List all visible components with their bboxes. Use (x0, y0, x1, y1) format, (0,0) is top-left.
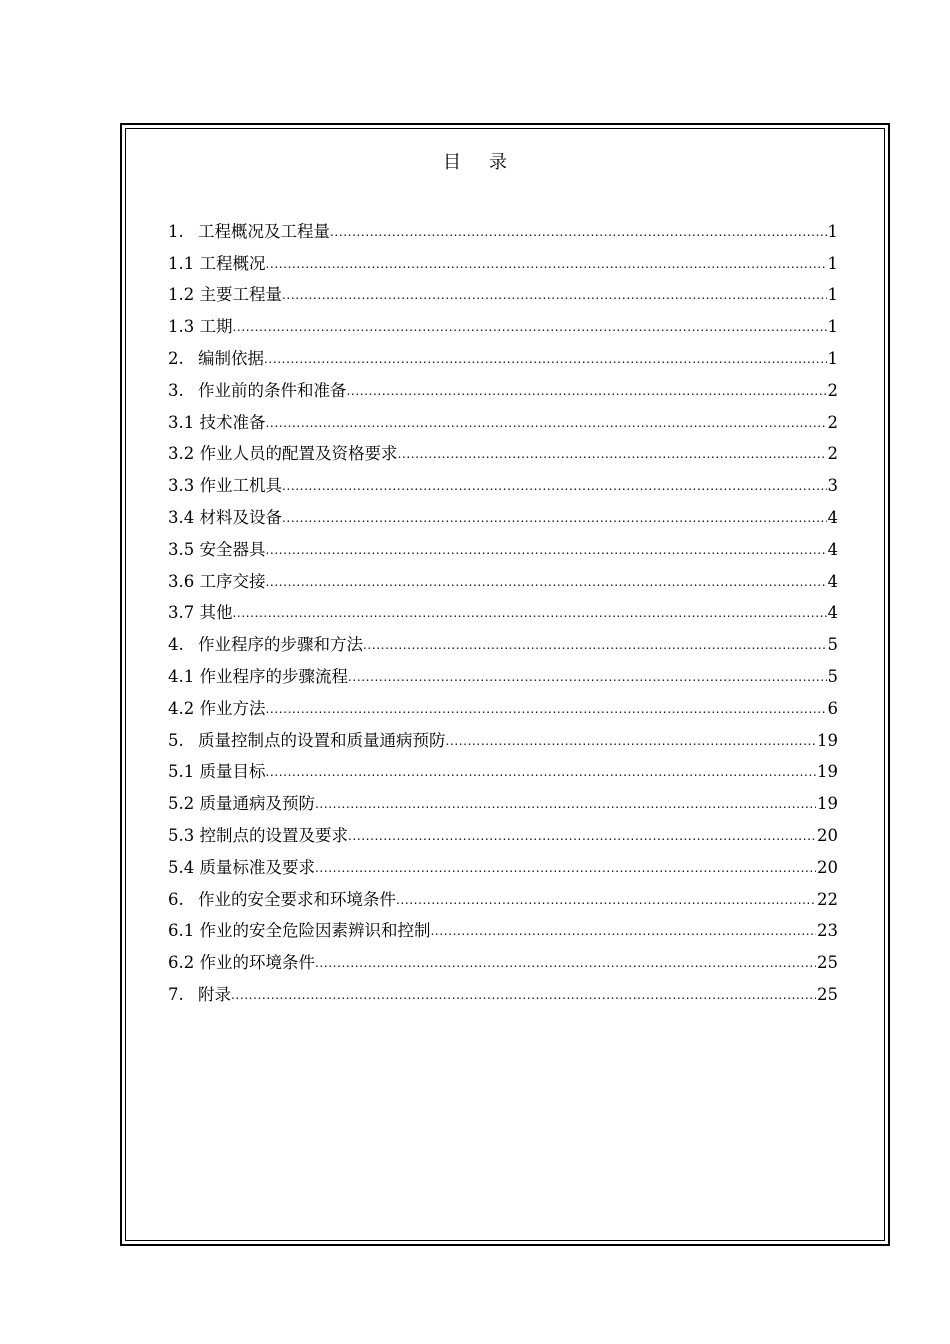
toc-entry-text: 1.1 工程概况 (168, 253, 266, 273)
toc-entry-number: 7. (168, 984, 184, 1004)
toc-entry-page: 1 (827, 253, 838, 273)
toc-title: 目录 (443, 152, 535, 173)
toc-entry-page: 19 (817, 730, 838, 750)
toc-leader-dots (348, 829, 816, 843)
toc-entry-label (168, 794, 315, 814)
toc-entry-page: 2 (827, 380, 838, 400)
toc-entry-label (168, 731, 446, 751)
toc-entry-label (168, 699, 266, 719)
table-of-contents (168, 210, 838, 1005)
toc-entry-text: 5.1 质量目标 (168, 762, 266, 782)
toc-entry-text: 4.2 作业方法 (168, 698, 266, 718)
toc-entry[interactable] (168, 719, 838, 751)
toc-entry[interactable] (168, 464, 838, 496)
toc-entry-text: 6.2 作业的环境条件 (168, 953, 315, 973)
toc-entry[interactable] (168, 751, 838, 783)
toc-leader-dots (398, 447, 827, 461)
toc-entry-label (168, 572, 266, 592)
toc-entry-label (168, 381, 347, 401)
toc-entry-text: 3.7 其他 (168, 603, 233, 623)
toc-entry[interactable] (168, 814, 838, 846)
toc-entry[interactable] (168, 878, 838, 910)
toc-entry-page: 6 (827, 698, 838, 718)
toc-entry-text: 附录 (198, 984, 231, 1004)
toc-leader-dots (282, 511, 827, 525)
toc-entry-label (168, 444, 398, 464)
toc-entry[interactable] (168, 496, 838, 528)
toc-entry-number: 2. (168, 348, 184, 368)
toc-entry-label (168, 254, 266, 274)
toc-leader-dots (330, 225, 827, 239)
toc-leader-dots (315, 797, 816, 811)
toc-leader-dots (266, 543, 827, 557)
toc-leader-dots (396, 893, 816, 907)
toc-leader-dots (282, 288, 827, 302)
toc-leader-dots (266, 702, 827, 716)
toc-entry-label (168, 317, 233, 337)
toc-entry[interactable] (168, 210, 838, 242)
toc-entry-label (168, 285, 282, 305)
toc-entry-text: 6.1 作业的安全危险因素辨识和控制 (168, 921, 431, 941)
toc-entry-label (168, 476, 282, 496)
toc-entry[interactable] (168, 305, 838, 337)
toc-leader-dots (231, 988, 816, 1002)
toc-entry-label (168, 635, 363, 655)
toc-leader-dots (233, 320, 827, 334)
toc-entry[interactable] (168, 401, 838, 433)
toc-entry-text: 5.2 质量通病及预防 (168, 794, 315, 814)
toc-entry-label (168, 413, 266, 433)
toc-entry[interactable] (168, 623, 838, 655)
toc-entry-text: 3.3 作业工机具 (168, 476, 282, 496)
toc-entry-label (168, 858, 315, 878)
toc-entry-number: 5. (168, 730, 184, 750)
toc-entry-number: 1. (168, 221, 184, 241)
toc-leader-dots (348, 670, 827, 684)
toc-entry-page: 4 (827, 539, 838, 559)
toc-entry-text: 质量控制点的设置和质量通病预防 (198, 730, 446, 750)
toc-entry[interactable] (168, 242, 838, 274)
toc-entry-text: 3.1 技术准备 (168, 412, 266, 432)
toc-entry-page: 1 (827, 285, 838, 305)
toc-entry[interactable] (168, 369, 838, 401)
toc-entry-label (168, 762, 266, 782)
toc-entry-page: 5 (827, 635, 838, 655)
toc-entry[interactable] (168, 782, 838, 814)
toc-entry[interactable] (168, 337, 838, 369)
toc-leader-dots (282, 479, 827, 493)
toc-entry-label (168, 540, 266, 560)
toc-entry[interactable] (168, 687, 838, 719)
toc-entry-page: 4 (827, 603, 838, 623)
toc-entry-label (168, 953, 315, 973)
toc-entry-text: 作业程序的步骤和方法 (198, 635, 363, 655)
toc-entry[interactable] (168, 592, 838, 624)
toc-entry-page: 19 (817, 794, 838, 814)
toc-entry-text: 3.5 安全器具 (168, 539, 266, 559)
toc-entry[interactable] (168, 655, 838, 687)
toc-entry-page: 23 (817, 921, 838, 941)
toc-entry-text: 作业的安全要求和环境条件 (198, 889, 396, 909)
toc-entry[interactable] (168, 941, 838, 973)
toc-entry[interactable] (168, 433, 838, 465)
toc-entry-text: 编制依据 (198, 348, 264, 368)
toc-entry-page: 4 (827, 571, 838, 591)
toc-entry-page: 25 (817, 984, 838, 1004)
toc-entry-label (168, 826, 348, 846)
toc-leader-dots (347, 384, 827, 398)
toc-entry-page: 2 (827, 444, 838, 464)
toc-entry-page: 1 (827, 348, 838, 368)
toc-entry-label (168, 508, 282, 528)
toc-entry[interactable] (168, 560, 838, 592)
toc-leader-dots (431, 924, 817, 938)
toc-entry-label (168, 222, 330, 242)
toc-leader-dots (446, 734, 817, 748)
toc-entry-page: 20 (817, 825, 838, 845)
toc-entry-label (168, 985, 231, 1005)
toc-leader-dots (264, 352, 827, 366)
toc-entry-page: 5 (827, 666, 838, 686)
toc-leader-dots (266, 575, 827, 589)
toc-leader-dots (266, 416, 827, 430)
toc-leader-dots (315, 956, 816, 970)
toc-entry-label (168, 667, 348, 687)
toc-entry-text: 5.3 控制点的设置及要求 (168, 825, 348, 845)
toc-entry-page: 1 (827, 221, 838, 241)
toc-entry-label (168, 603, 233, 623)
toc-entry[interactable] (168, 846, 838, 878)
toc-entry-label (168, 921, 431, 941)
toc-entry-number: 4. (168, 635, 184, 655)
toc-entry-page: 20 (817, 857, 838, 877)
toc-entry-page: 19 (817, 762, 838, 782)
toc-entry-text: 4.1 作业程序的步骤流程 (168, 666, 348, 686)
toc-entry-label (168, 349, 264, 369)
toc-entry-label (168, 890, 396, 910)
toc-entry-page: 4 (827, 507, 838, 527)
toc-leader-dots (315, 861, 816, 875)
toc-entry[interactable] (168, 910, 838, 942)
toc-entry-text: 1.2 主要工程量 (168, 285, 282, 305)
toc-entry-page: 1 (827, 317, 838, 337)
toc-entry-text: 3.2 作业人员的配置及资格要求 (168, 444, 398, 464)
toc-entry-page: 22 (817, 889, 838, 909)
toc-entry[interactable] (168, 274, 838, 306)
toc-entry-number: 6. (168, 889, 184, 909)
toc-leader-dots (266, 765, 817, 779)
toc-entry-page: 2 (827, 412, 838, 432)
toc-entry-text: 3.4 材料及设备 (168, 507, 282, 527)
toc-entry-text: 1.3 工期 (168, 317, 233, 337)
toc-entry-page: 25 (817, 953, 838, 973)
toc-entry[interactable] (168, 973, 838, 1005)
toc-entry-text: 工程概况及工程量 (198, 221, 330, 241)
toc-entry-text: 3.6 工序交接 (168, 571, 266, 591)
toc-entry-text: 5.4 质量标准及要求 (168, 857, 315, 877)
toc-entry[interactable] (168, 528, 838, 560)
toc-entry-number: 3. (168, 380, 184, 400)
toc-entry-page: 3 (827, 476, 838, 496)
toc-leader-dots (266, 257, 827, 271)
toc-leader-dots (363, 638, 827, 652)
toc-entry-text: 作业前的条件和准备 (198, 380, 347, 400)
toc-leader-dots (233, 606, 827, 620)
